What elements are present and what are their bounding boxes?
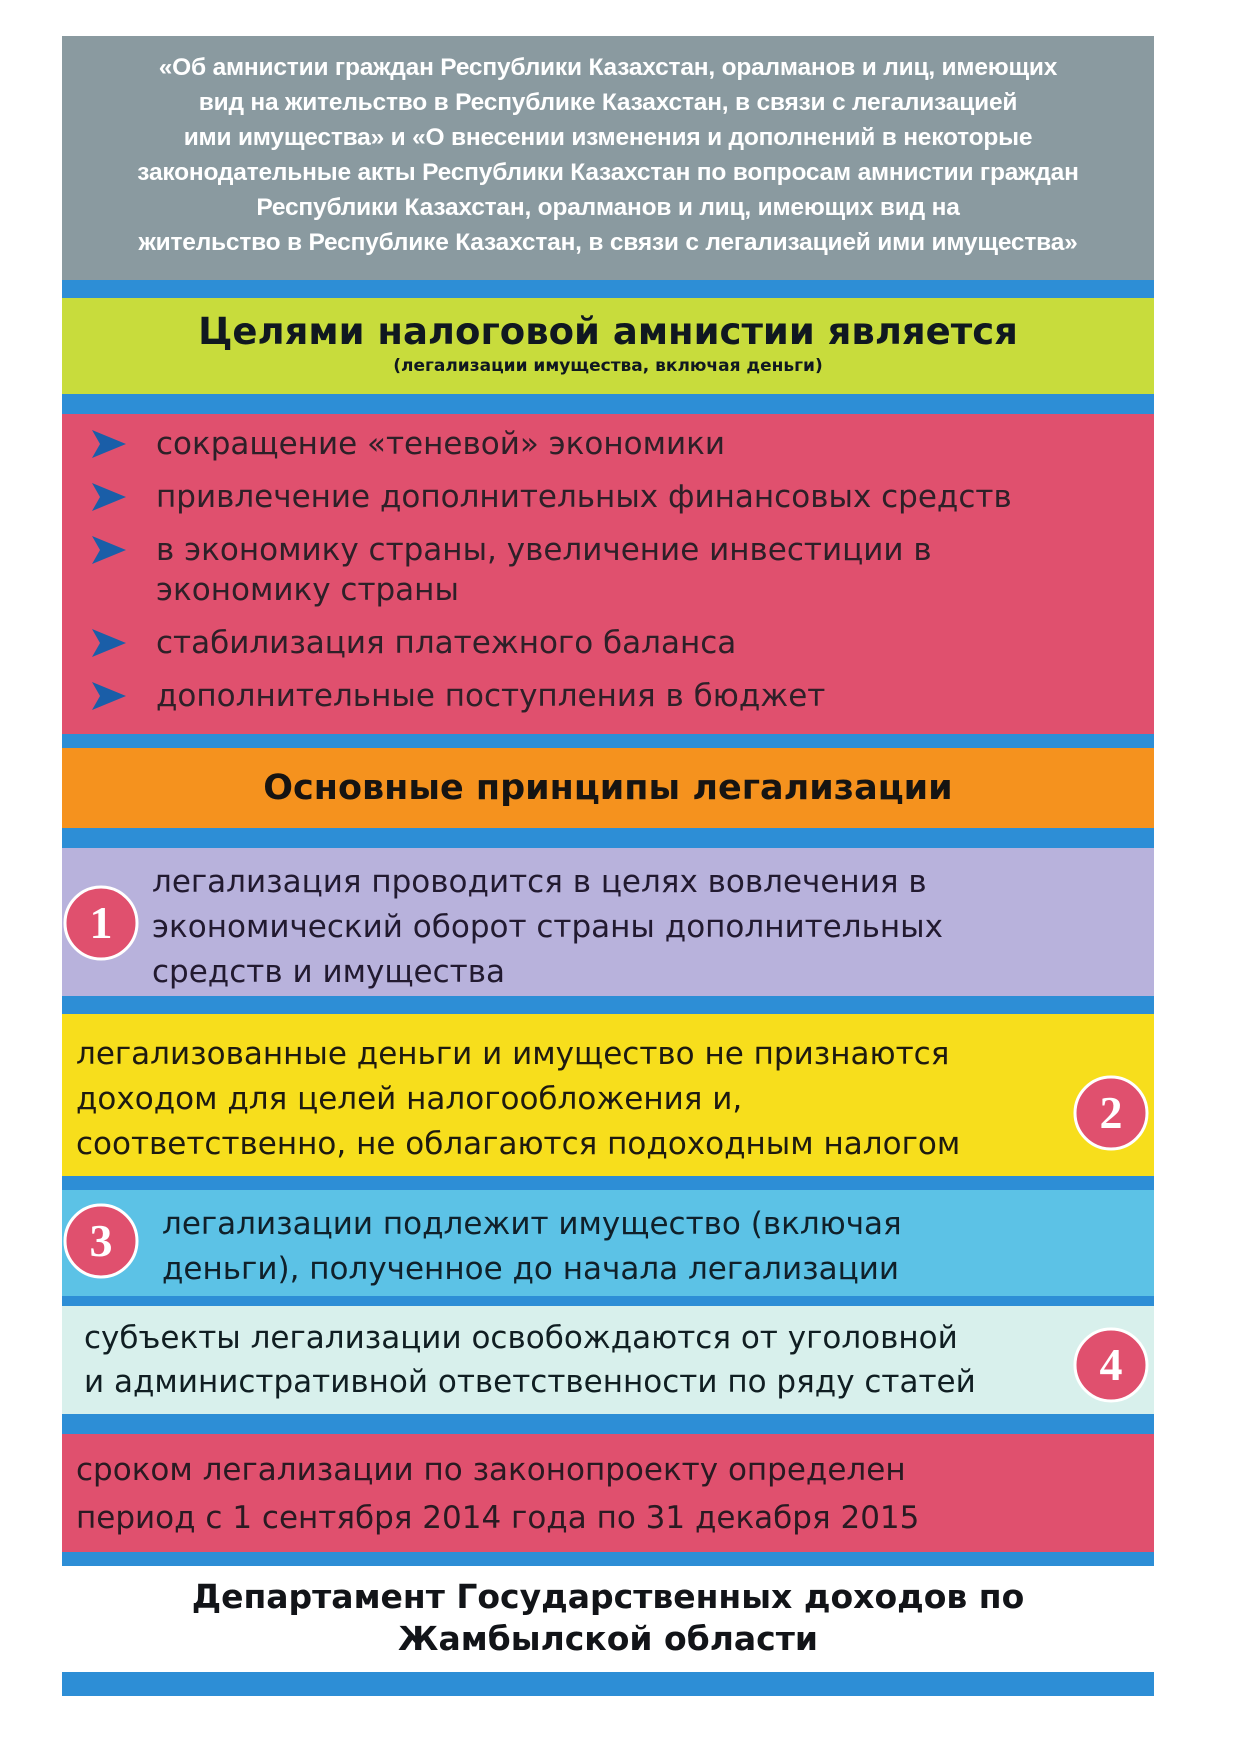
number-1-text: 1	[89, 897, 113, 948]
principle-4-text	[84, 1316, 976, 1404]
divider-stripe	[62, 1552, 1154, 1566]
department-line: Жамбылской области	[398, 1619, 818, 1658]
principle-line: легализованные деньги и имущество не признаются	[76, 1036, 950, 1072]
goals-title: Целями налоговой амнистии является	[198, 310, 1018, 353]
principle-1	[62, 848, 1154, 996]
number-3-text: 3	[89, 1215, 113, 1266]
number-3-badge	[62, 1202, 140, 1280]
principle-line: экономический оборот страны дополнительных	[152, 909, 943, 945]
bottom-stripe	[62, 1672, 1154, 1696]
principle-line: легализации подлежит имущество (включая	[162, 1206, 902, 1242]
principle-3-text	[162, 1202, 902, 1292]
goal-item	[76, 530, 1154, 610]
period-text	[76, 1446, 919, 1542]
goal-item	[76, 623, 1154, 663]
principle-2-text	[76, 1032, 960, 1167]
principle-line: доходом для целей налогообложения и,	[76, 1081, 743, 1117]
header-line: вид на жительство в Республике Казахстан, в связи с легализацией	[198, 89, 1018, 116]
divider-stripe	[62, 734, 1154, 748]
goal-item	[76, 676, 1154, 716]
header-line: «Об амнистии граждан Республики Казахстан, оралманов и лиц, имеющих	[158, 54, 1058, 81]
arrow-bullet-icon	[90, 682, 126, 710]
principle-line: и административной ответственности по ряду статей	[84, 1364, 976, 1400]
goals-list	[62, 414, 1154, 734]
divider-stripe	[62, 1414, 1154, 1434]
arrow-bullet-icon	[90, 483, 126, 511]
divider-stripe	[62, 1296, 1154, 1306]
header-line: ими имущества» и «О внесении изменения и дополнений в некоторые	[183, 124, 1033, 151]
goal-text: сокращение «теневой» экономики	[156, 426, 726, 462]
divider-stripe	[62, 394, 1154, 414]
goal-text: дополнительные поступления в бюджет	[156, 678, 826, 714]
goal-text: привлечение дополнительных финансовых средств	[156, 479, 1012, 515]
law-title-header	[62, 36, 1154, 280]
number-4-text: 4	[1099, 1339, 1123, 1390]
principle-line: легализация проводится в целях вовлечения в	[152, 864, 927, 900]
principle-line: средств и имущества	[152, 954, 505, 990]
number-1-badge	[62, 884, 140, 962]
principle-line: деньги), полученное до начала легализации	[162, 1251, 899, 1287]
principle-4	[62, 1306, 1154, 1414]
legalization-period	[62, 1434, 1154, 1552]
principles-title: Основные принципы легализации	[263, 768, 953, 808]
goal-text: в экономику страны, увеличение инвестиции в	[156, 532, 932, 568]
number-4-badge	[1072, 1326, 1150, 1404]
period-line: сроком легализации по законопроекту определен	[76, 1452, 906, 1488]
divider-stripe	[62, 280, 1154, 300]
divider-stripe	[62, 1176, 1154, 1190]
goal-text: экономику страны	[156, 572, 459, 608]
goals-subtitle: (легализации имущества, включая деньги)	[393, 356, 823, 376]
principle-line: соответственно, не облагаются подоходным налогом	[76, 1126, 961, 1162]
principles-title-block	[62, 748, 1154, 828]
period-line: период с 1 сентября 2014 года по 31 декабря 2015	[76, 1500, 920, 1536]
principle-line: субъекты легализации освобождаются от уголовной	[84, 1320, 958, 1356]
divider-stripe	[62, 996, 1154, 1014]
department-line: Департамент Государственных доходов по	[191, 1577, 1025, 1616]
goals-title-block	[62, 298, 1154, 394]
header-line: Республики Казахстан, оралманов и лиц, имеющих вид на	[256, 194, 960, 221]
divider-stripe	[62, 828, 1154, 848]
goal-item	[76, 477, 1154, 517]
number-2-text: 2	[1099, 1087, 1123, 1138]
goal-item	[76, 424, 1154, 464]
header-line: жительство в Республике Казахстан, в связи с легализацией ими имущества»	[138, 229, 1078, 256]
department-name	[62, 1576, 1154, 1660]
arrow-bullet-icon	[90, 629, 126, 657]
header-line: законодательные акты Республики Казахстан по вопросам амнистии граждан	[137, 159, 1079, 186]
arrow-bullet-icon	[90, 430, 126, 458]
number-2-badge	[1072, 1074, 1150, 1152]
principle-2	[62, 1014, 1154, 1176]
principle-3	[62, 1190, 1154, 1296]
arrow-bullet-icon	[90, 536, 126, 564]
principle-1-text	[152, 860, 943, 995]
goal-text: стабилизация платежного баланса	[156, 625, 737, 661]
